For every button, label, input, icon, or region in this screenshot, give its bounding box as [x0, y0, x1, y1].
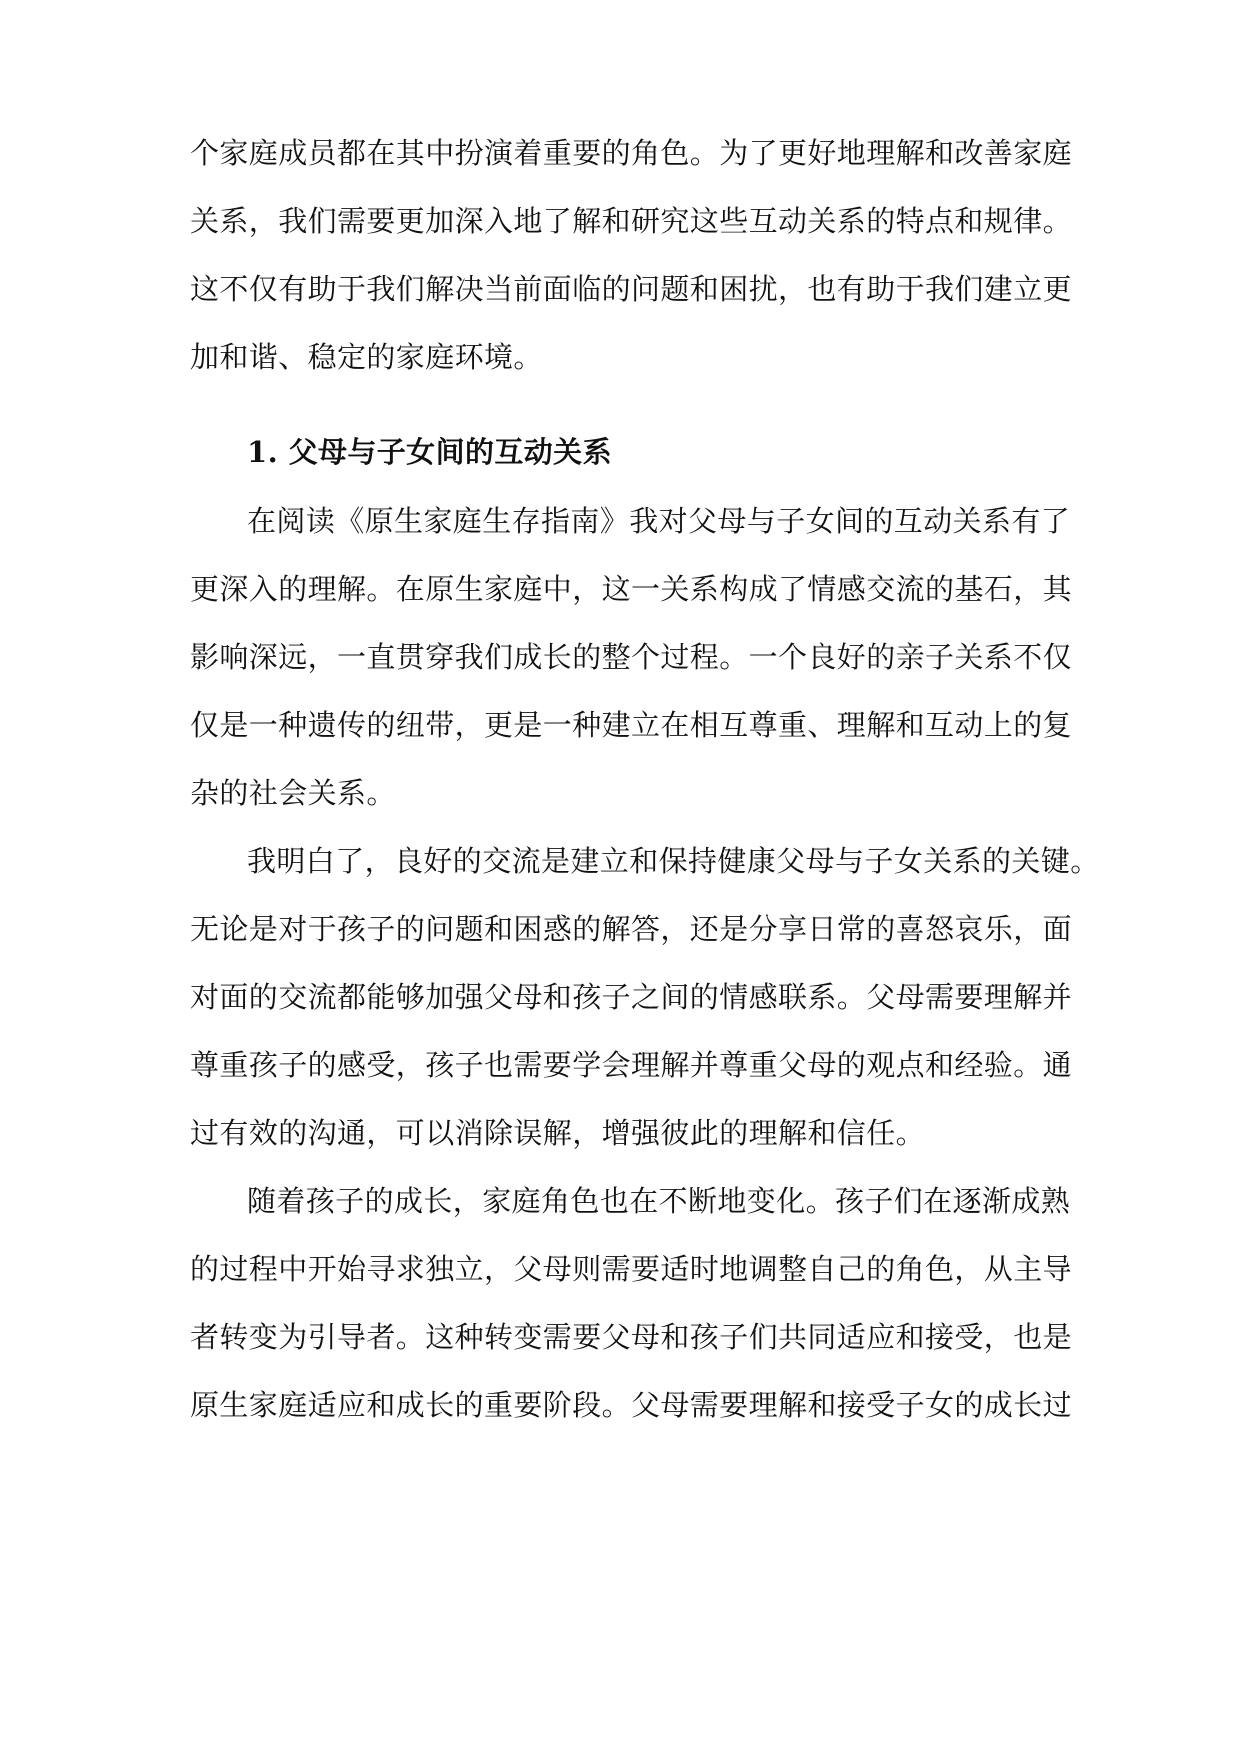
- intro-line-3: 这不仅有助于我们解决当前面临的问题和困扰，也有助于我们建立更: [190, 272, 1073, 306]
- paragraph-1-line-4: 仅是一种遗传的纽带，更是一种建立在相互尊重、理解和互动上的复: [190, 708, 1073, 742]
- intro-line-2: 关系，我们需要更加深入地了解和研究这些互动关系的特点和规律。: [190, 204, 1073, 238]
- paragraph-1-line-3: 影响深远，一直贯穿我们成长的整个过程。一个良好的亲子关系不仅: [190, 640, 1073, 674]
- paragraph-3-line-4: 原生家庭适应和成长的重要阶段。父母需要理解和接受子女的成长过: [190, 1388, 1073, 1422]
- paragraph-3-line-2: 的过程中开始寻求独立，父母则需要适时地调整自己的角色，从主导: [190, 1252, 1073, 1286]
- paragraph-1-line-1: 在阅读《原生家庭生存指南》我对父母与子女间的互动关系有了: [247, 504, 1071, 538]
- paragraph-3-line-1: 随着孩子的成长，家庭角色也在不断地变化。孩子们在逐渐成熟: [247, 1184, 1071, 1218]
- paragraph-2-line-4: 尊重孩子的感受，孩子也需要学会理解并尊重父母的观点和经验。通: [190, 1048, 1073, 1082]
- section-heading: 1. 父母与子女间的互动关系: [247, 435, 612, 469]
- paragraph-2-line-2: 无论是对于孩子的问题和困惑的解答，还是分享日常的喜怒哀乐，面: [190, 912, 1073, 946]
- paragraph-1-line-5: 杂的社会关系。: [190, 776, 396, 810]
- paragraph-3-line-3: 者转变为引导者。这种转变需要父母和孩子们共同适应和接受，也是: [190, 1320, 1073, 1354]
- intro-line-1: 个家庭成员都在其中扮演着重要的角色。为了更好地理解和改善家庭: [190, 136, 1073, 170]
- intro-line-4: 加和谐、稳定的家庭环境。: [190, 340, 543, 374]
- paragraph-2-line-5: 过有效的沟通，可以消除误解，增强彼此的理解和信任。: [190, 1116, 926, 1150]
- paragraph-2-line-1: 我明白了，良好的交流是建立和保持健康父母与子女关系的关键。: [247, 844, 1100, 878]
- paragraph-1-line-2: 更深入的理解。在原生家庭中，这一关系构成了情感交流的基石，其: [190, 572, 1073, 606]
- paragraph-2-line-3: 对面的交流都能够加强父母和孩子之间的情感联系。父母需要理解并: [190, 980, 1073, 1014]
